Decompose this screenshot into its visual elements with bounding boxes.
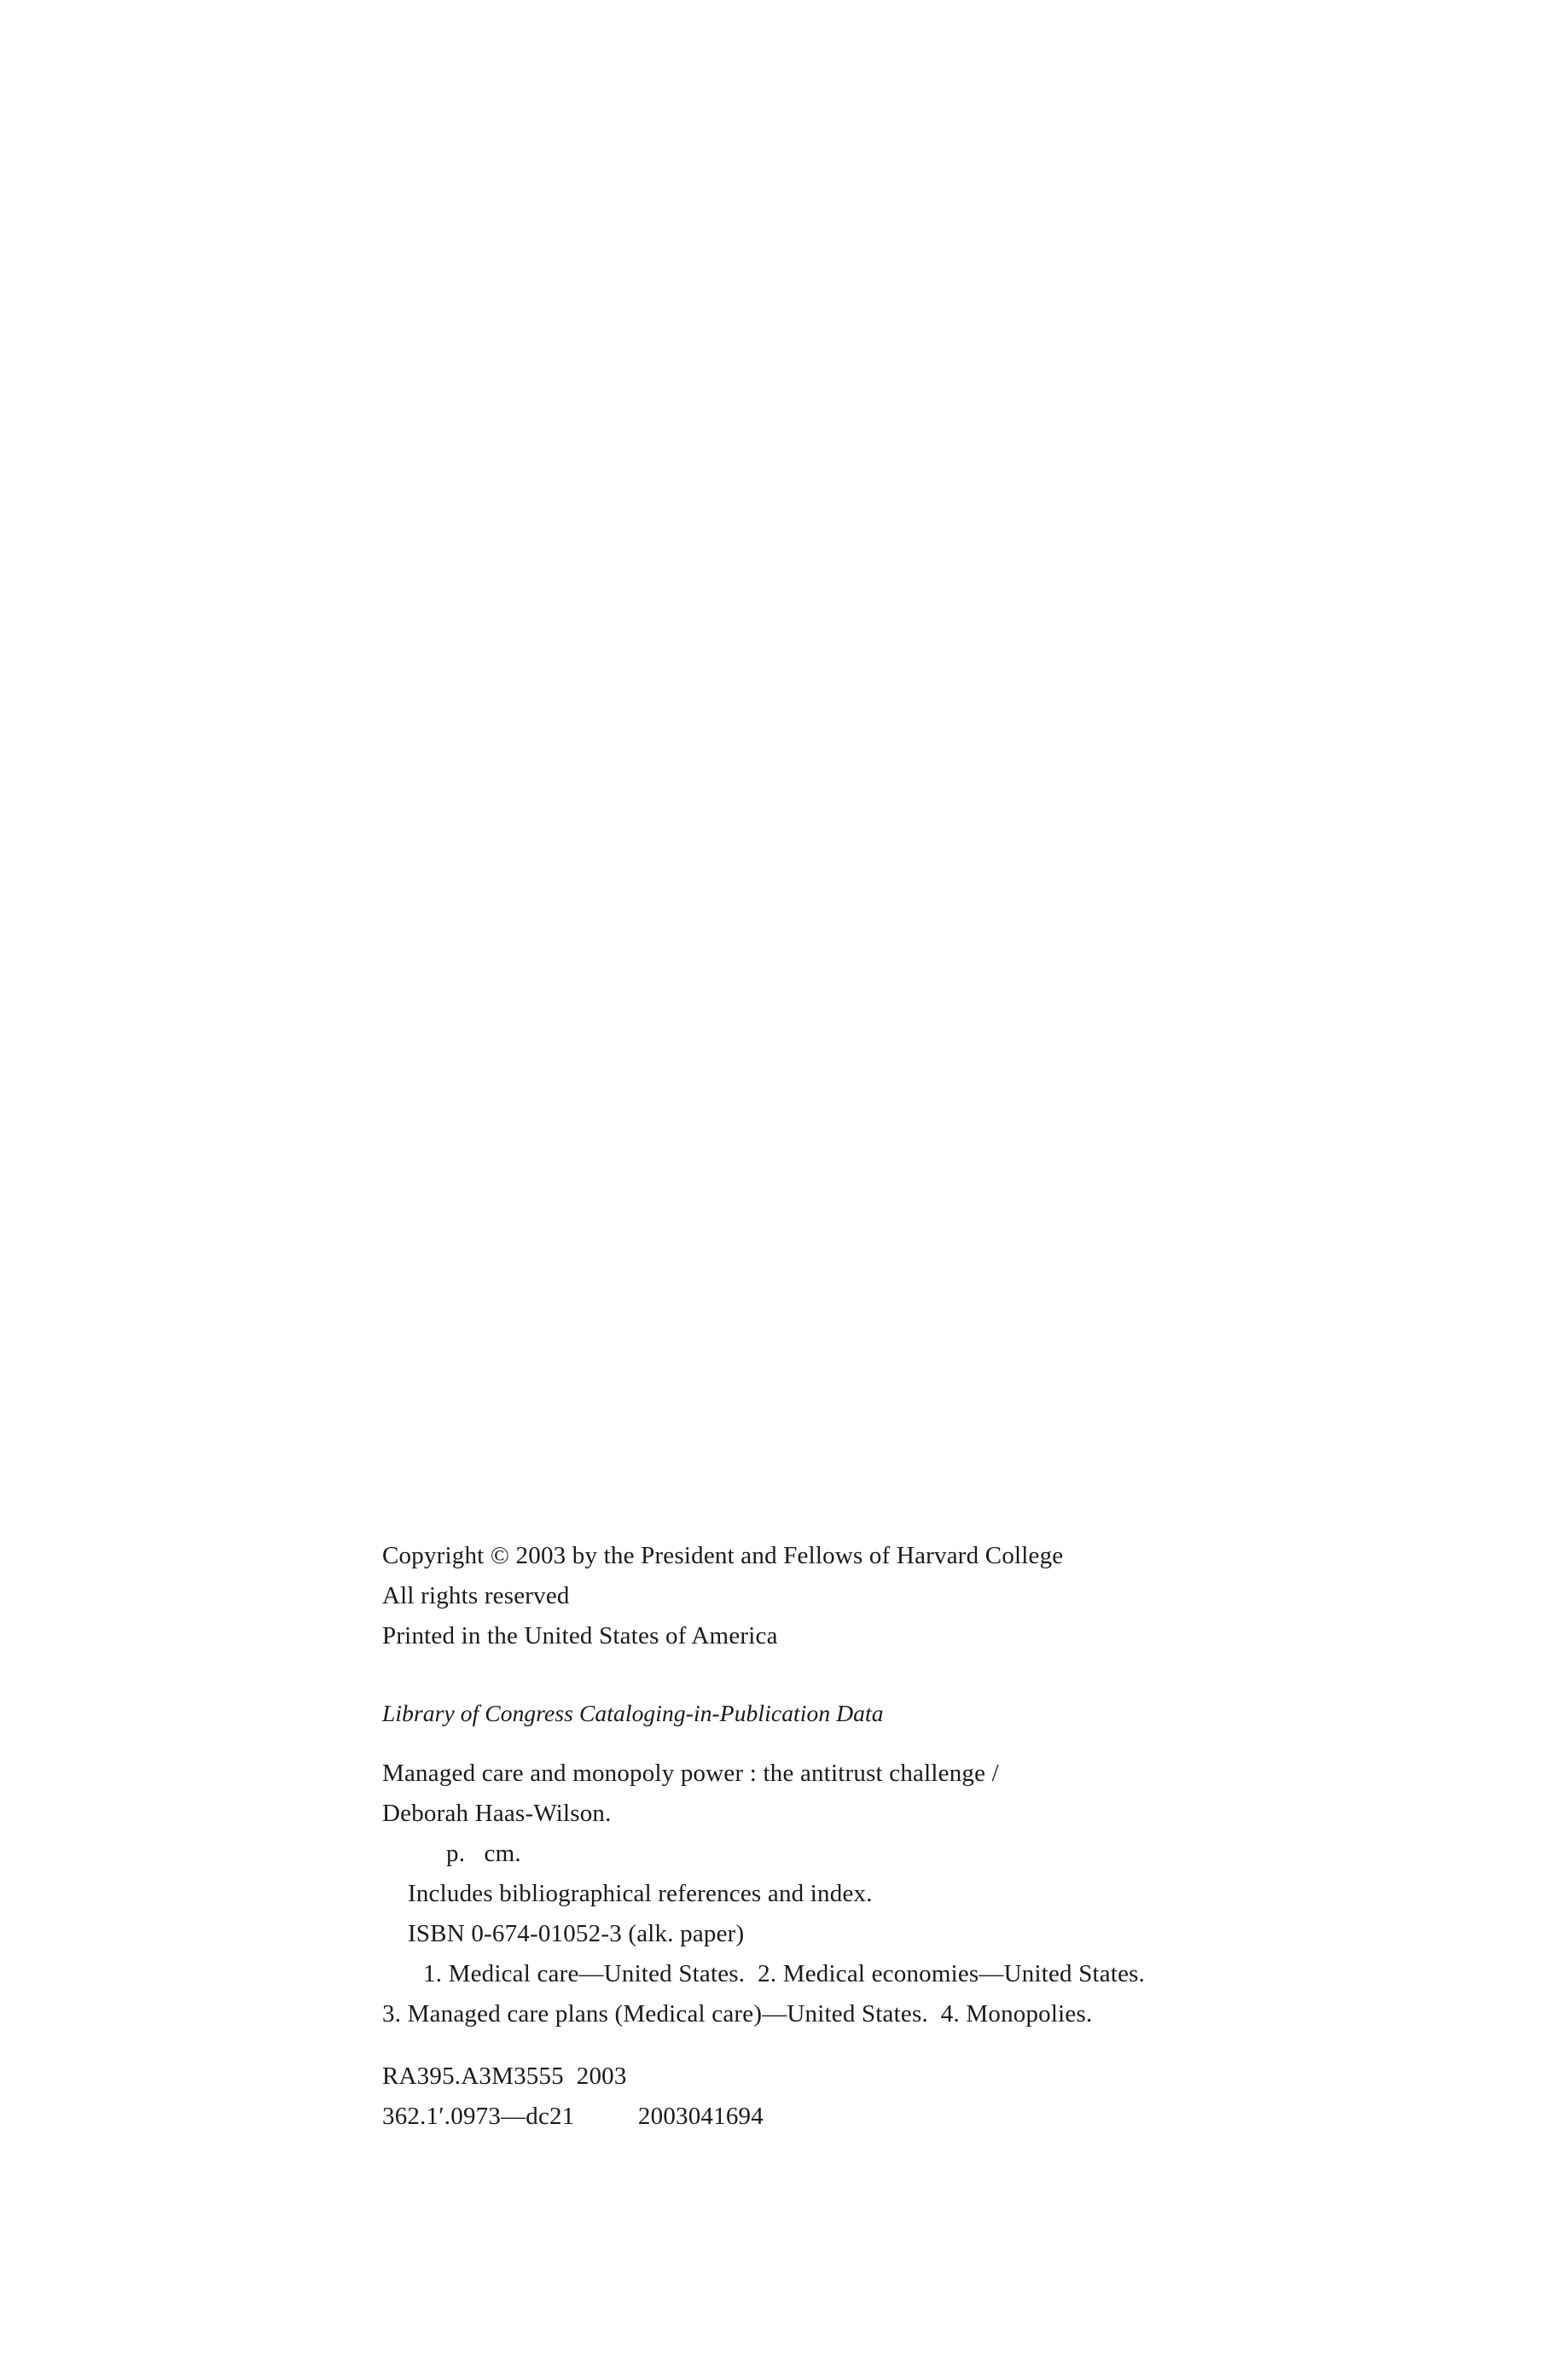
copyright-line-1: Copyright © 2003 by the President and Fellows of Harvard College (382, 1542, 1064, 1569)
cataloging-isbn: ISBN 0-674-01052-3 (alk. paper) (408, 1920, 745, 1947)
tail-gap (382, 2034, 1338, 2057)
cataloging-heading: Library of Congress Cataloging-in-Publication Data (382, 1700, 884, 1726)
heading-gap (382, 1733, 1338, 1754)
cataloging-references: Includes bibliographical references and index. (408, 1880, 873, 1907)
block-spacer (382, 1656, 1338, 1694)
copyright-line-2: All rights reserved (382, 1582, 570, 1609)
cataloging-pagination: p. cm. (446, 1840, 521, 1867)
cataloging-dewey: 362.1′.0973—dc21 2003041694 (382, 2103, 764, 2130)
cataloging-call-number: RA395.A3M3555 2003 (382, 2063, 627, 2090)
copyright-line-3: Printed in the United States of America (382, 1622, 778, 1649)
cataloging-title-line-2: Deborah Haas-Wilson. (382, 1800, 612, 1827)
cataloging-subjects-line-2: 3. Managed care plans (Medical care)—United States. 4. Monopolies. (382, 2000, 1093, 2028)
cataloging-subjects-line-1: 1. Medical care—United States. 2. Medical economies—United States. (423, 1960, 1146, 1987)
copyright-block (382, 1536, 1338, 2137)
cataloging-title-line-1: Managed care and monopoly power : the antitrust challenge / (382, 1760, 999, 1787)
